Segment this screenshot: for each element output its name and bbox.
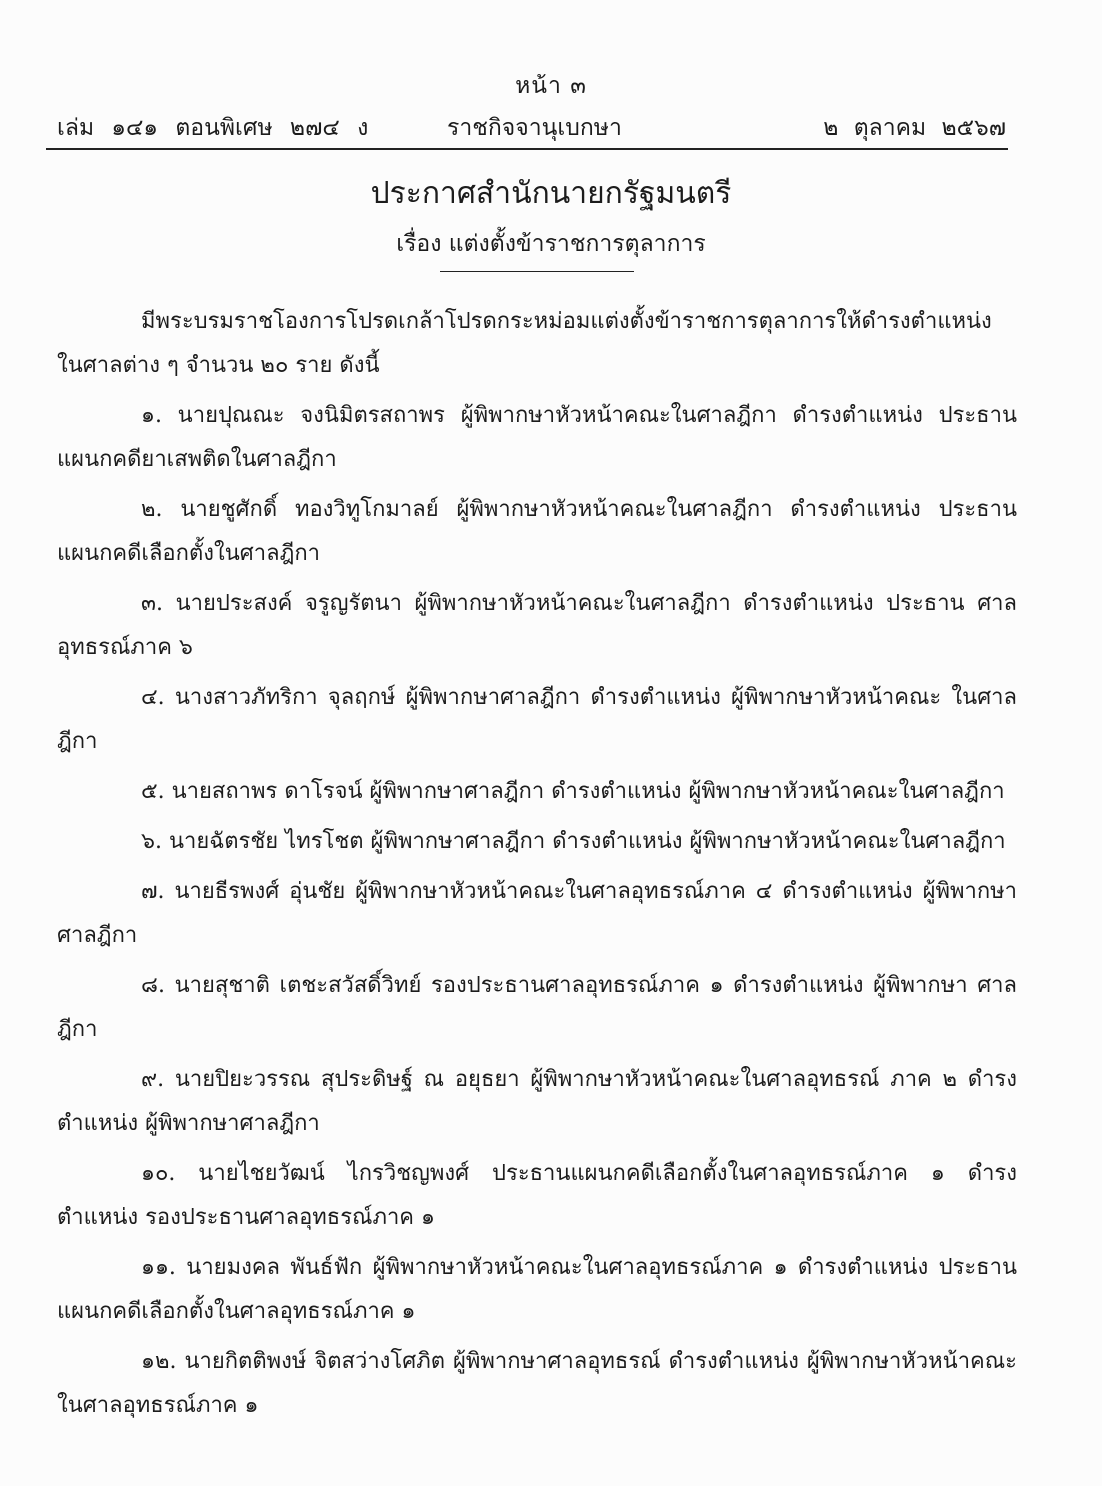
appointment-item: ๑๐. นายไชยวัฒน์ ไกรวิชญพงศ์ ประธานแผนกคดีเลือกตั้งในศาลอุทธรณ์ภาค ๑ ดำรงตำแหน่ง รองประธานศาลอุทธรณ์ภาค ๑	[57, 1161, 1017, 1230]
appointment-item: ๔. นางสาวภัทริกา จุลฤกษ์ ผู้พิพากษาศาลฎีกา ดำรงตำแหน่ง ผู้พิพากษาหัวหน้าคณะ ในศาลฎีกา	[57, 685, 1017, 754]
appointment-item: ๒. นายชูศักดิ์ ทองวิทูโกมาลย์ ผู้พิพากษาหัวหน้าคณะในศาลฎีกา ดำรงตำแหน่ง ประธานแผนกคดีเลือกตั้งในศาลฎีกา	[57, 497, 1017, 566]
appointment-item: ๖. นายฉัตรชัย ไทรโชต ผู้พิพากษาศาลฎีกา ดำรงตำแหน่ง ผู้พิพากษาหัวหน้าคณะในศาลฎีกา	[141, 829, 1006, 854]
document-title: ประกาศสำนักนายกรัฐมนตรี	[370, 176, 732, 211]
appointment-item: ๙. นายปิยะวรรณ สุประดิษฐ์ ณ อยุธยา ผู้พิพากษาหัวหน้าคณะในศาลอุทธรณ์ ภาค ๒ ดำรงตำแหน่ง ผู้พิพากษาศาลฎีกา	[57, 1067, 1017, 1136]
title-divider	[440, 271, 634, 272]
header-divider	[46, 148, 1008, 150]
appointment-item: ๗. นายธีรพงศ์ อุ่นชัย ผู้พิพากษาหัวหน้าคณะในศาลอุทธรณ์ภาค ๔ ดำรงตำแหน่ง ผู้พิพากษาศาลฎีกา	[57, 879, 1017, 948]
volume-issue: เล่ม ๑๔๑ ตอนพิเศษ ๒๗๔ ง	[57, 115, 369, 141]
intro-paragraph: มีพระบรมราชโองการโปรดเกล้าโปรดกระหม่อมแต่งตั้งข้าราชการตุลาการให้ดำรงตำแหน่ง ในศาลต่าง ๆ จำนวน ๒๐ ราย ดังนี้	[57, 309, 992, 378]
page-number: หน้า ๓	[515, 73, 587, 99]
publication-date: ๒ ตุลาคม ๒๕๖๗	[823, 115, 1006, 141]
appointment-item: ๓. นายประสงค์ จรูญรัตนา ผู้พิพากษาหัวหน้าคณะในศาลฎีกา ดำรงตำแหน่ง ประธาน ศาลอุทธรณ์ภาค ๖	[57, 591, 1017, 660]
document-body	[57, 300, 1017, 1434]
appointment-item: ๑. นายปุณณะ จงนิมิตรสถาพร ผู้พิพากษาหัวหน้าคณะในศาลฎีกา ดำรงตำแหน่ง ประธานแผนกคดียาเสพติดในศาลฎีกา	[57, 403, 1017, 472]
appointment-item: ๑๒. นายกิตติพงษ์ จิตสว่างโศภิต ผู้พิพากษาศาลอุทธรณ์ ดำรงตำแหน่ง ผู้พิพากษาหัวหน้าคณะ ในศาลอุทธรณ์ภาค ๑	[57, 1349, 1017, 1418]
appointment-item: ๑๑. นายมงคล พันธ์ฟัก ผู้พิพากษาหัวหน้าคณะในศาลอุทธรณ์ภาค ๑ ดำรงตำแหน่ง ประธานแผนกคดีเลือกตั้งในศาลอุทธรณ์ภาค ๑	[57, 1255, 1017, 1324]
appointment-item: ๕. นายสถาพร ดาโรจน์ ผู้พิพากษาศาลฎีกา ดำรงตำแหน่ง ผู้พิพากษาหัวหน้าคณะในศาลฎีกา	[141, 779, 1005, 804]
document-subject: เรื่อง แต่งตั้งข้าราชการตุลาการ	[396, 231, 706, 257]
appointment-item: ๘. นายสุชาติ เตชะสวัสดิ์วิทย์ รองประธานศาลอุทธรณ์ภาค ๑ ดำรงตำแหน่ง ผู้พิพากษา ศาลฎีกา	[57, 973, 1017, 1042]
publication-name: ราชกิจจานุเบกษา	[447, 115, 622, 141]
